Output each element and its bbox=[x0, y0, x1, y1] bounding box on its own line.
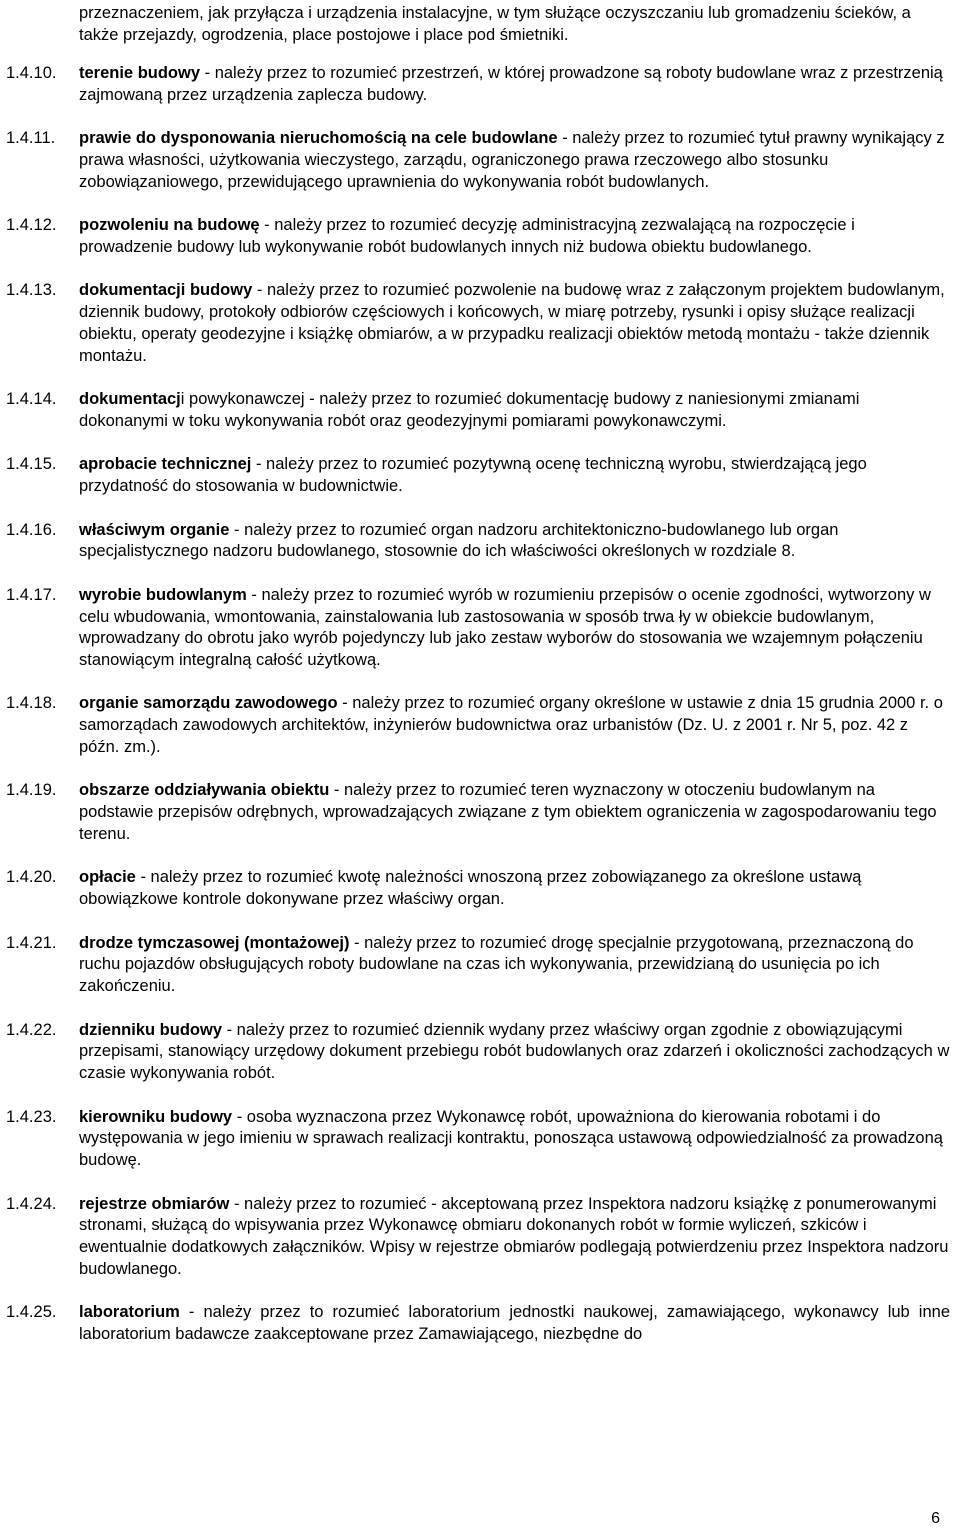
definition-term: laboratorium bbox=[79, 1303, 180, 1322]
definition-number: 1.4.18. bbox=[6, 694, 57, 713]
definition-number: 1.4.22. bbox=[6, 1020, 57, 1039]
definition-term: dzienniku budowy bbox=[79, 1020, 222, 1039]
definition-1-4-18 bbox=[0, 693, 960, 758]
definition-text: - należy przez to rozumieć przestrzeń, w której prowadzone są roboty budowlane wraz z przestrzenią zajmowaną przez urządzenia zaplecza budowy. bbox=[79, 64, 943, 104]
definition-text: - należy przez to rozumieć drogę specjalnie przygotowaną, przeznaczoną do ruchu pojazdów obsługujących roboty budowlane na czas ich wykonywania, przewidzianą do usunięcia po ich zakończeniu. bbox=[79, 933, 914, 996]
definition-number: 1.4.11. bbox=[6, 129, 56, 148]
definition-text: - należy przez to rozumieć laboratorium jednostki naukowej, zamawiającego, wykonawcy lub inne laboratorium badawcze zaakceptowane przez Zamawiającego, niezbędne do bbox=[79, 1303, 950, 1344]
definition-term: dokumentacji budowy bbox=[79, 281, 253, 300]
definition-term: kierowniku budowy bbox=[79, 1107, 233, 1126]
intro-paragraph: przeznaczeniem, jak przyłącza i urządzenia instalacyjne, w tym służące oczyszczaniu lub gromadzeniu ścieków, a także przejazdy, ogrodzenia, place postojowe i place pod śmietniki. bbox=[79, 4, 911, 44]
definition-text: - należy przez to rozumieć pozytywną ocenę techniczną wyrobu, stwierdzającą jego przydatność do stosowania w budownictwie. bbox=[79, 455, 867, 496]
definition-term: aprobacie technicznej bbox=[79, 455, 252, 474]
definition-text: - należy przez to rozumieć decyzję administracyjną zezwalającą na rozpoczęcie i prowadzenie budowy lub wykonywanie robót budowlanych innych niż budowa obiektu budowlanego. bbox=[79, 216, 855, 256]
definition-number: 1.4.12. bbox=[6, 216, 57, 235]
definition-text: - należy przez to rozumieć kwotę należności wnoszoną przez zobowiązanego za określone ustawą obowiązkowe kontrole dokonywane przez właściwy organ. bbox=[79, 868, 862, 909]
definition-number: 1.4.25. bbox=[6, 1303, 57, 1322]
definition-text: - należy przez to rozumieć organ nadzoru architektoniczno-budowlanego lub organ specjalistycznego nadzoru budowlanego, stosownie do ich właściwości określonych w rozdziale 8. bbox=[79, 520, 839, 561]
definition-1-4-12 bbox=[0, 215, 960, 259]
definition-number: 1.4.23. bbox=[6, 1107, 57, 1126]
definition-number: 1.4.19. bbox=[6, 781, 57, 800]
definition-1-4-16 bbox=[0, 520, 960, 564]
page-number: 6 bbox=[931, 1510, 940, 1527]
definition-1-4-23 bbox=[0, 1107, 960, 1172]
definition-text: - należy przez to rozumieć teren wyznaczony w otoczeniu budowlanym na podstawie przepisów odrębnych, wprowadzających związane z tym obiektem ograniczenia w zagospodarowaniu tego terenu. bbox=[79, 781, 937, 844]
definition-1-4-21 bbox=[0, 933, 960, 998]
definition-1-4-19 bbox=[0, 780, 960, 845]
definition-number: 1.4.21. bbox=[6, 933, 57, 952]
definition-1-4-11 bbox=[0, 128, 960, 193]
definition-number: 1.4.15. bbox=[6, 455, 57, 474]
definition-number: 1.4.20. bbox=[6, 868, 57, 887]
definition-1-4-20 bbox=[0, 867, 960, 911]
definition-1-4-10 bbox=[0, 63, 960, 107]
definition-term: wyrobie budowlanym bbox=[79, 585, 247, 604]
definition-number: 1.4.10. bbox=[6, 64, 57, 82]
definition-term: obszarze oddziaływania obiektu bbox=[79, 781, 330, 800]
definition-1-4-15 bbox=[0, 454, 960, 498]
definition-term: pozwoleniu na budowę bbox=[79, 216, 260, 235]
definition-number: 1.4.24. bbox=[6, 1194, 57, 1213]
definition-1-4-14 bbox=[0, 389, 960, 433]
definition-number: 1.4.16. bbox=[6, 520, 57, 539]
definition-term: rejestrze obmiarów bbox=[79, 1194, 230, 1213]
definition-text: - należy przez to rozumieć - akceptowaną przez Inspektora nadzoru książkę z ponumerowanymi stronami, służącą do wpisywania przez Wykonawcę obmiaru dokonanych robót w formie wyliczeń, szkiców i ewentualnie dodatkowych załączników. Wpisy w rejestrze obmiarów podlegają potwierdzeniu przez Inspektora nadzoru budowlanego. bbox=[79, 1194, 949, 1278]
definition-1-4-22 bbox=[0, 1020, 960, 1085]
definition-text: - należy przez to rozumieć pozwolenie na budowę wraz z załączonym projektem budowlanym, dziennik budowy, protokoły odbiorów częściowych i końcowych, w miarę potrzeby, rysunki i opisy służące realizacji obiektu, operaty geodezyjne i książkę obmiarów, a w przypadku realizacji obiektów metodą montażu - także dziennik montażu. bbox=[79, 281, 945, 365]
definition-text: - należy przez to rozumieć tytuł prawny wynikający z prawa własności, użytkowania wieczystego, zarządu, ograniczonego prawa rzeczowego albo stosunku zobowiązaniowego, przewidującego uprawnienia do wykonywania robót budowlanych. bbox=[79, 129, 945, 191]
definition-text: i powykonawczej - należy przez to rozumieć dokumentację budowy z naniesionymi zmianami dokonanymi w toku wykonywania robót oraz geodezyjnymi pomiarami powykonawczymi. bbox=[79, 390, 860, 430]
definition-term: opłacie bbox=[79, 868, 136, 887]
definition-term: właściwym organie bbox=[79, 520, 230, 539]
definition-number: 1.4.17. bbox=[6, 585, 57, 604]
definitions-list bbox=[0, 63, 960, 1368]
definition-term: prawie do dysponowania nieruchomością na cele budowlane bbox=[79, 129, 558, 148]
definition-number: 1.4.14. bbox=[6, 390, 57, 409]
definition-1-4-13 bbox=[0, 280, 960, 367]
definition-1-4-24 bbox=[0, 1194, 960, 1281]
definition-term: terenie budowy bbox=[79, 64, 201, 82]
definition-number: 1.4.13. bbox=[6, 281, 57, 300]
definition-text: - należy przez to rozumieć wyrób w rozumieniu przepisów o ocenie zgodności, wytworzony w celu wbudowania, wmontowania, zainstalowania lub zastosowania w sposób trwa ły w obiekcie budowlanym, wprowadzany do obrotu jako wyrób pojedynczy lub jako zestaw wyborów do stosowania we wzajemnym połączeniu stanowiącym integralną całość użytkową. bbox=[79, 585, 931, 670]
definition-text: - należy przez to rozumieć organy określone w ustawie z dnia 15 grudnia 2000 r. o samorządach zawodowych architektów, inżynierów budownictwa oraz urbanistów (Dz. U. z 2001 r. Nr 5, poz. 42 z późn. zm.). bbox=[79, 694, 943, 757]
definition-1-4-25 bbox=[0, 1302, 960, 1346]
definition-text: - osoba wyznaczona przez Wykonawcę robót, upoważniona do kierowania robotami i do występowania w jego imieniu w sprawach realizacji kontraktu, ponosząca ustawową odpowiedzialność za prowadzoną budowę. bbox=[79, 1107, 943, 1170]
definition-term: drodze tymczasowej (montażowej) bbox=[79, 933, 350, 952]
definition-1-4-17 bbox=[0, 585, 960, 672]
definition-text: - należy przez to rozumieć dziennik wydany przez właściwy organ zgodnie z obowiązującymi przepisami, stanowiący urzędowy dokument przebiegu robót budowlanych oraz zdarzeń i okoliczności zachodzących w czasie wykonywania robót. bbox=[79, 1020, 950, 1083]
definition-term: organie samorządu zawodowego bbox=[79, 694, 338, 713]
definition-term: dokumentacj bbox=[79, 390, 181, 409]
